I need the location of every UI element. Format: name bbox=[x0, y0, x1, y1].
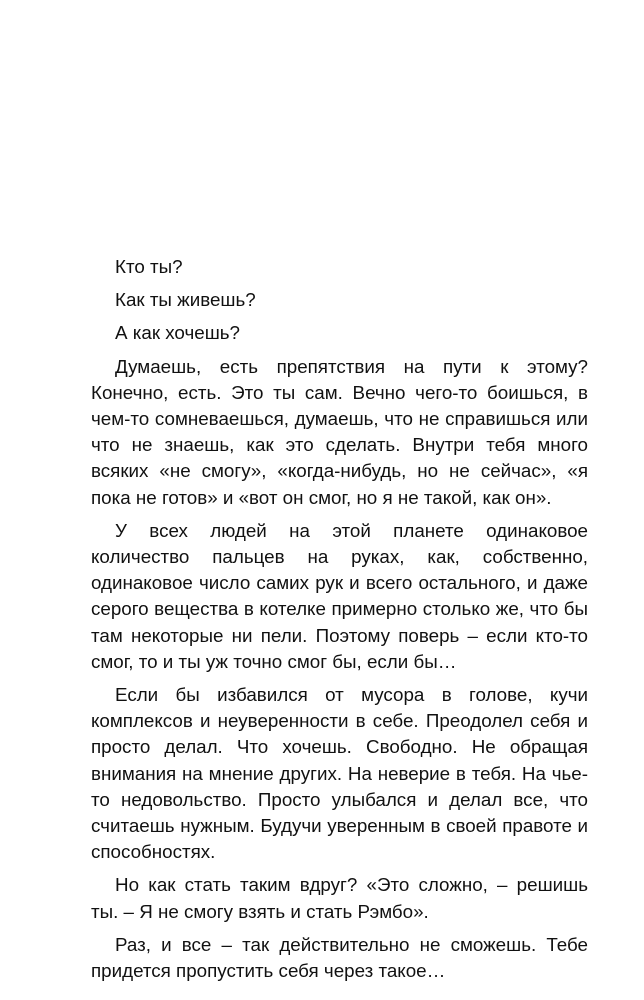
paragraph-how-to-become: Но как стать таким вдруг? «Это сложно, – решишь ты. – Я не смогу взять и стать Рэмбо». bbox=[91, 874, 588, 922]
paragraph-once-and-all: Раз, и все – так действительно не сможешь. Тебе придется пропустить себя через такое… bbox=[91, 933, 588, 982]
paragraph-who-are-you: Кто ты? bbox=[115, 256, 183, 277]
paragraph-how-you-live: Как ты живешь? bbox=[115, 289, 256, 311]
paragraph-if-only: Если бы избавился от мусора в голове, кучи комплексов и неуверенности в себе. Преодолел себя и просто делал. Что хочешь. Свободно. Не обращая внимания на мнение других. На неверие в тебя. На чье-то недовольство. Просто улыбался и делал все, что считаешь нужным. Будучи уверенным в своей правоте и способностях. bbox=[91, 684, 588, 863]
paragraph-all-people: У всех людей на этой планете одинаковое количество пальцев на руках, как, собственно, одинаковое число самих рук и всего остального, и даже серого вещества в котелке примерно столько же, что бы там некоторые ни пели. Поэтому поверь – если кто-то смог, то и ты уж точно смог бы, если бы… bbox=[91, 519, 588, 672]
paragraph-how-you-want: А как хочешь? bbox=[115, 322, 240, 344]
page-body bbox=[91, 254, 588, 991]
paragraph-obstacles: Думаешь, есть препятствия на пути к этому? Конечно, есть. Это ты сам. Вечно чего-то боишься, в чем-то сомневаешься, думаешь, что не справишься или что не знаешь, как это сделать. Внутри тебя много всяких «не смогу», «когда-нибудь, но не сейчас», «я пока не готов» и «вот он смог, но я не такой, как он». bbox=[91, 355, 588, 508]
